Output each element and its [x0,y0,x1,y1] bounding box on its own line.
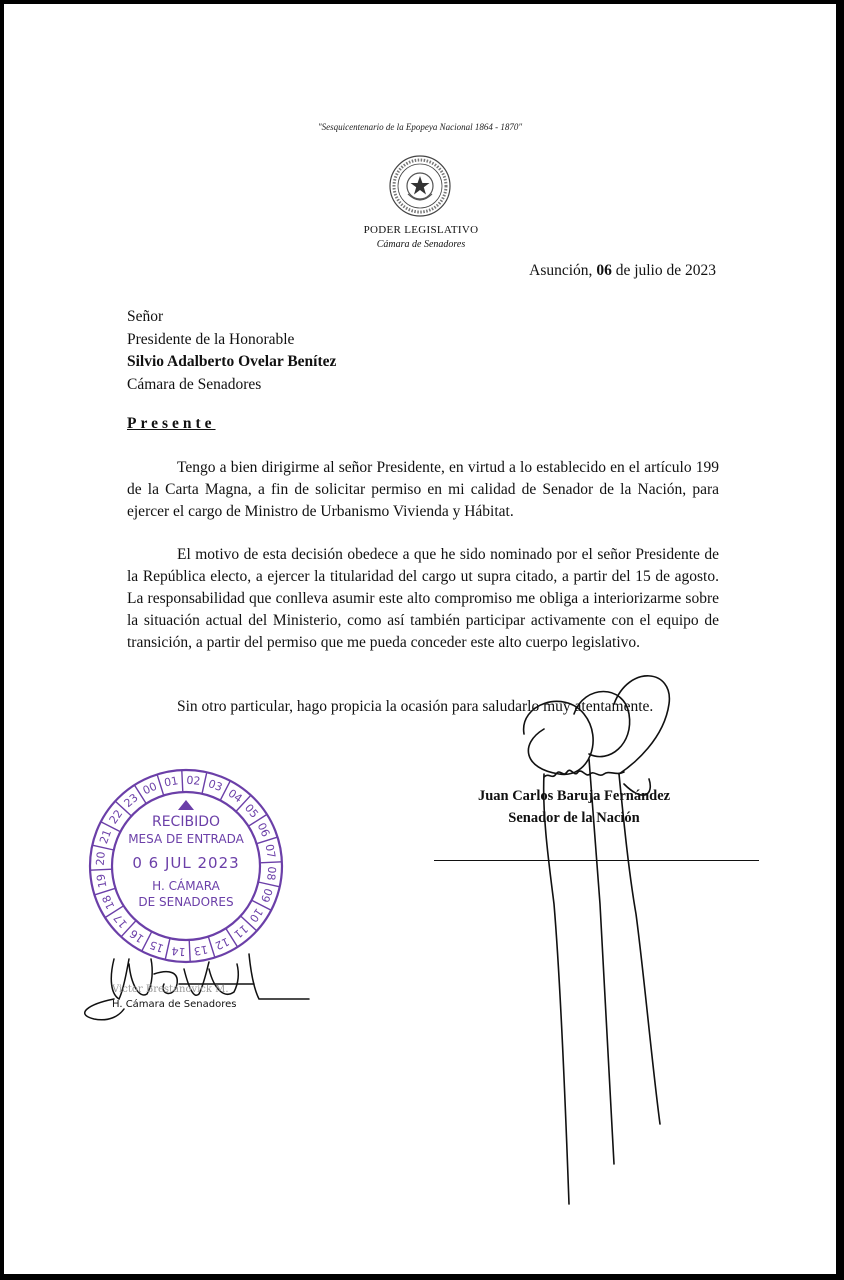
stamp-ring-number: 22 [106,807,126,827]
receiver-org: H. Cámara de Senadores [112,999,237,1010]
stamp-ring-number: 21 [97,827,115,846]
stamp-desk: MESA DE ENTRADA [128,832,244,846]
stamp-ring-number: 12 [213,934,232,953]
handwritten-signature [424,644,804,1264]
stamp-ring-number: 01 [163,774,180,790]
letter-page [4,4,836,1274]
receiver-name: Victor Brestanovick M. [112,984,229,995]
stamp-senate: DE SENADORES [138,895,234,909]
stamp-ring-number: 14 [171,944,187,959]
stamp-chamber: H. CÁMARA [152,879,220,893]
date-prefix: Asunción, [529,262,593,279]
body-paragraph-3: Sin otro particular, hago propicia la ocasión para saludarlo muy atentamente. [177,698,654,715]
motto: "Sesquicentenario de la Epopeya Nacional 1864 - 1870" [317,122,523,132]
stamp-ring-number: 11 [231,922,251,941]
stamp-ring-number: 16 [127,926,147,946]
stamp-ring-number: 04 [225,786,245,806]
addressee-block [127,306,336,396]
addressee-line4: Cámara de Senadores [127,375,262,393]
date-day: 06 [596,262,612,279]
stamp-ring-number: 05 [242,801,261,821]
chamber-name: Cámara de Senadores [376,239,466,250]
stamp-ring-number: 15 [147,937,166,955]
stamp-ring-number: 10 [246,905,266,925]
stamp-ring-number: 13 [192,942,209,958]
stamp-date: 0 6 JUL 2023 [132,854,240,872]
addressee-line1: Señor [127,308,164,325]
stamp-received: RECIBIDO [151,814,220,830]
stamp-ring-number: 08 [264,865,279,881]
stamp-ring-number: 17 [111,911,130,931]
addressee-name: Silvio Adalberto Ovelar Benítez [127,353,337,370]
stamp-ring-number: 03 [206,777,225,795]
salutation: Presente [127,415,216,432]
stamp-ring-number: 06 [254,820,273,839]
body-paragraph-1: Tengo a bien dirigirme al señor Presidente, en virtud a lo establecido en el artículo 199 de la Carta Magna, a fin de solicitar permiso en mi calidad de Senador de la Nación, para ejercer el cargo de Ministro de Urbanismo Vivienda y Hábitat. [127,459,719,520]
addressee-line2: Presidente de la Honorable [127,330,295,348]
stamp-ring-number: 02 [185,773,201,788]
stamp-text [86,766,286,966]
signer-title: Senador de la Nación [508,810,640,826]
stamp-ring-number: 20 [93,851,108,867]
stamp-ring-number: 00 [140,779,159,798]
stamp-ring-number: 18 [99,893,118,912]
national-seal-icon [388,154,452,218]
stamp-ring-number: 07 [262,843,278,860]
date-suffix: de julio de 2023 [615,262,716,279]
institution-name: PODER LEGISLATIVO [363,224,479,236]
letter-date [529,262,716,280]
stamp-ring-number: 09 [257,886,275,905]
stamp-ring-number: 19 [94,872,110,889]
body-paragraph-2: El motivo de esta decisión obedece a que he sido nominado por el señor Presidente de la República electo, a ejercer la titularidad del cargo ut supra citado, a partir del 15 de agosto. La responsabilidad que conlleva asumir este alto compromiso me obliga a interiorizarme sobre la situación actual del Ministerio, como así también participar activamente con el equipo de transición, a partir del permiso que me pueda conceder este alto cuerpo legislativo. [127,546,719,651]
signer-name: Juan Carlos Baruja Fernández [477,788,671,804]
stamp-ring-number: 23 [121,791,141,810]
